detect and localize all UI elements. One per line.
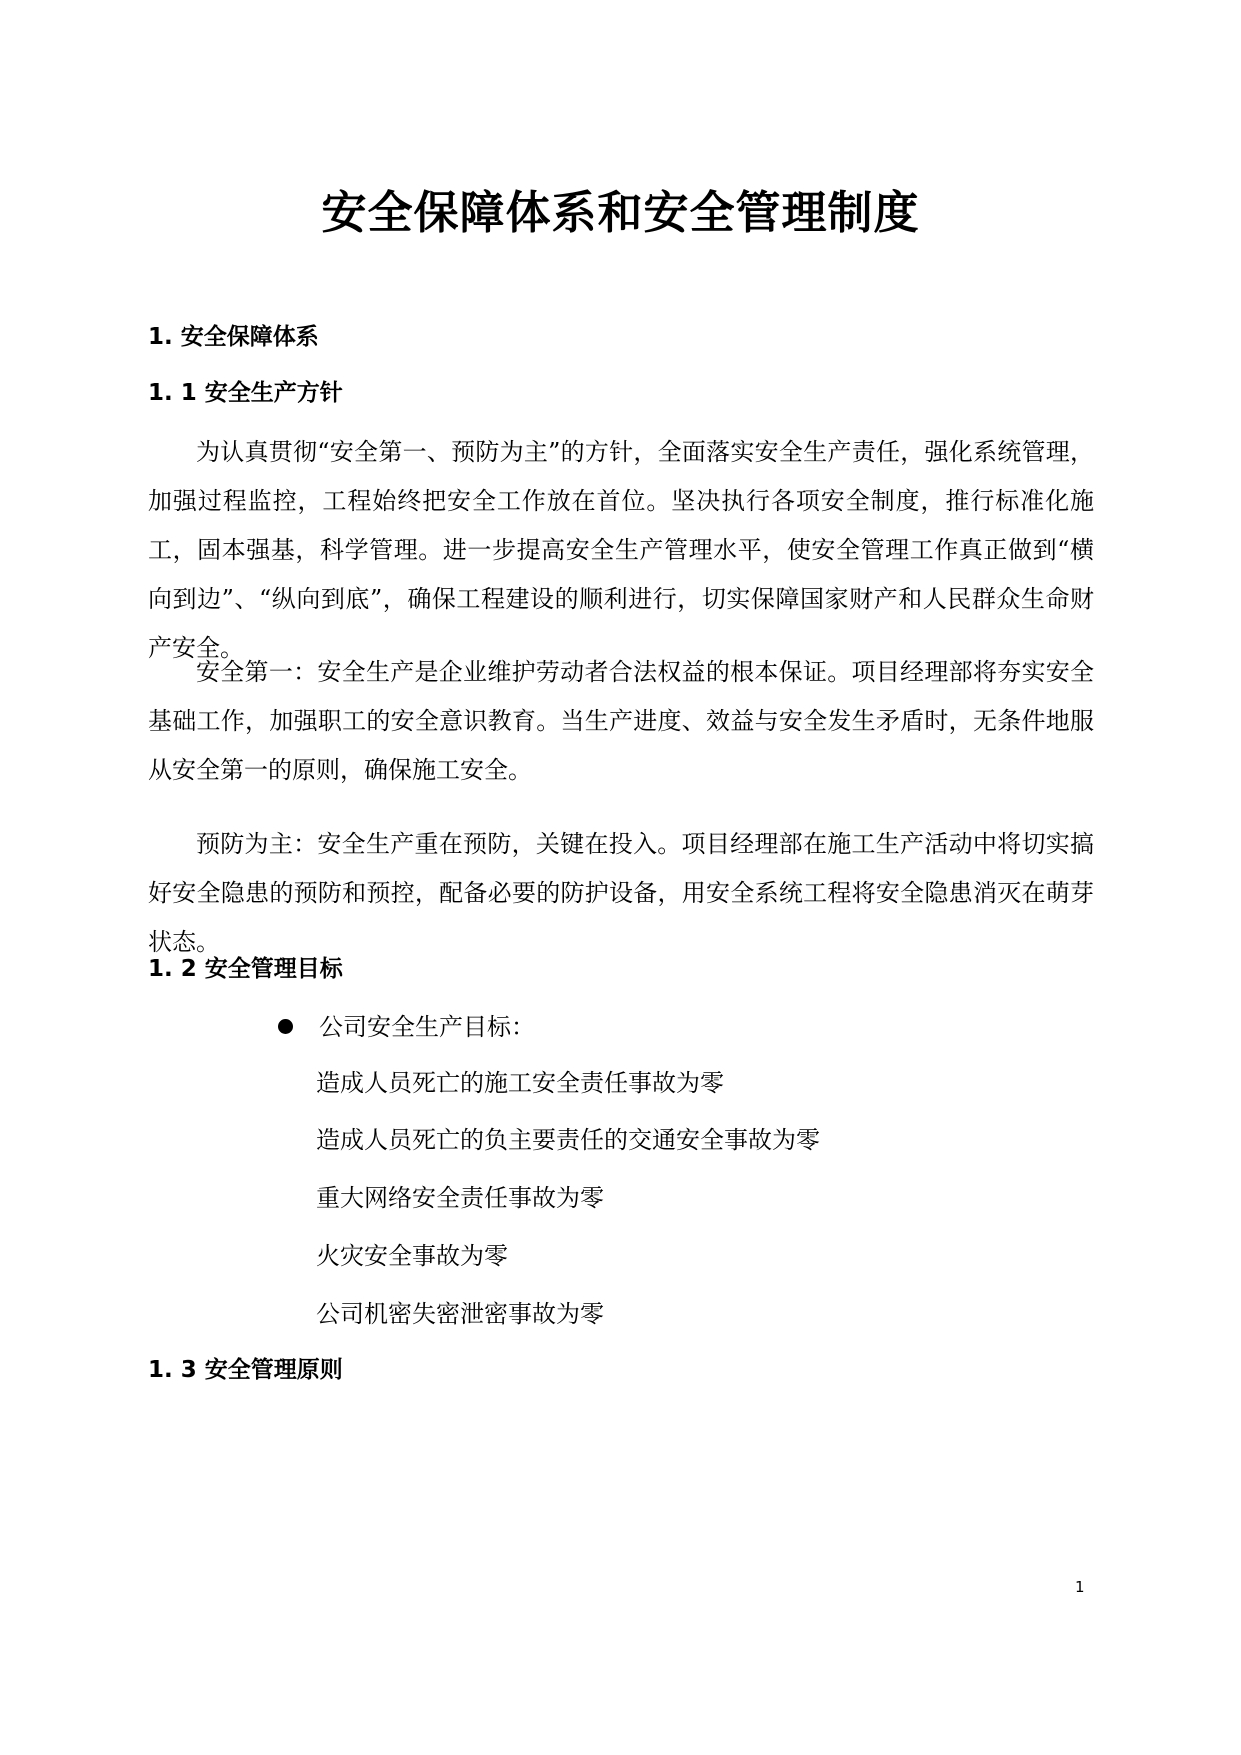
section-heading-1: 1. 安全保障体系 bbox=[148, 324, 319, 350]
goal-item: 造成人员死亡的施工安全责任事故为零 bbox=[316, 1069, 724, 1097]
bullet-dot-icon bbox=[278, 1019, 293, 1034]
goal-item: 火灾安全事故为零 bbox=[316, 1242, 508, 1270]
section-heading-1-2: 1. 2 安全管理目标 bbox=[148, 956, 343, 982]
paragraph-policy: 为认真贯彻“安全第一、预防为主”的方针，全面落实安全生产责任，强化系统管理，加强过程监控，工程始终把安全工作放在首位。坚决执行各项安全制度，推行标准化施工，固本强基，科学管理。进一步提高安全生产管理水平，使安全管理工作真正做到“横向到边”、“纵向到底”，确保工程建设的顺利进行，切实保障国家财产和人民群众生命财产安全。 bbox=[148, 438, 1094, 662]
page-number: 1 bbox=[1075, 1578, 1085, 1596]
section-heading-1-1: 1. 1 安全生产方针 bbox=[148, 380, 343, 406]
bullet-text: 公司安全生产目标： bbox=[319, 1013, 535, 1041]
paragraph-safety-first: 安全第一：安全生产是企业维护劳动者合法权益的根本保证。项目经理部将夯实安全基础工作，加强职工的安全意识教育。当生产进度、效益与安全发生矛盾时，无条件地服从安全第一的原则，确保施工安全。 bbox=[148, 658, 1094, 784]
bullet-item bbox=[278, 1011, 535, 1043]
goal-item: 公司机密失密泄密事故为零 bbox=[316, 1300, 604, 1328]
document-title: 安全保障体系和安全管理制度 bbox=[321, 186, 920, 239]
goal-item: 重大网络安全责任事故为零 bbox=[316, 1184, 604, 1212]
goal-item: 造成人员死亡的负主要责任的交通安全事故为零 bbox=[316, 1126, 820, 1154]
paragraph-prevention: 预防为主：安全生产重在预防，关键在投入。项目经理部在施工生产活动中将切实搞好安全隐患的预防和预控，配备必要的防护设备，用安全系统工程将安全隐患消灭在萌芽状态。 bbox=[148, 830, 1094, 956]
section-heading-1-3: 1. 3 安全管理原则 bbox=[148, 1357, 343, 1383]
